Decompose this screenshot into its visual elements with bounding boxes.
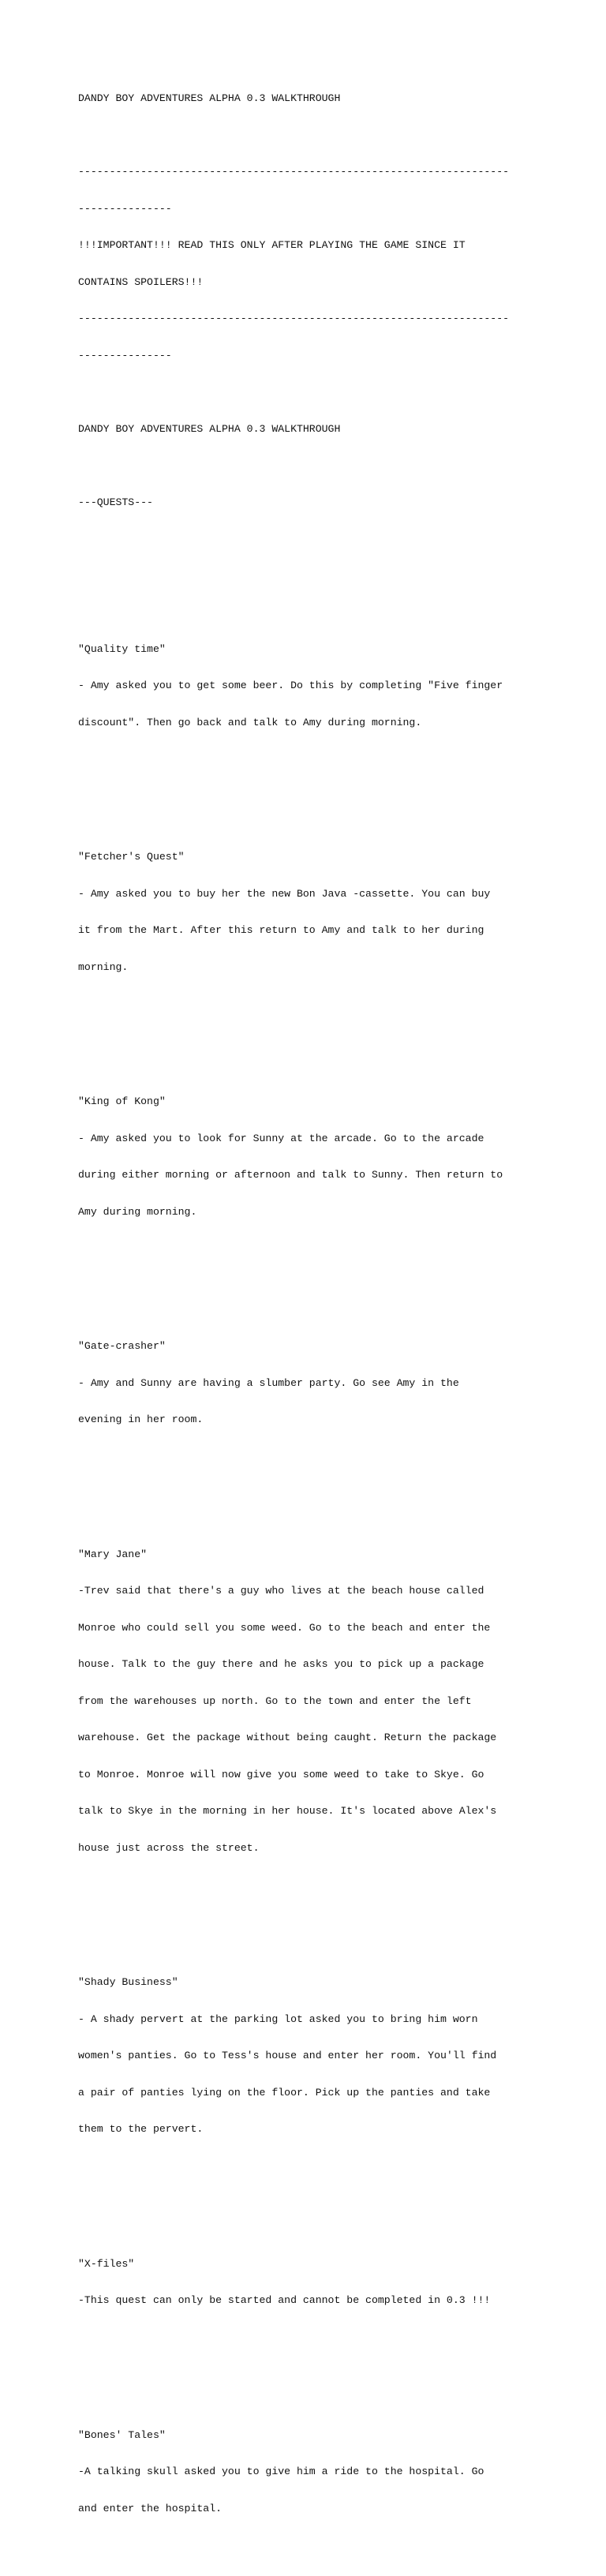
quest-entry — [78, 619, 544, 754]
quest-text-line: evening in her room. — [78, 1413, 204, 1425]
quest-name: "King of Kong" — [78, 1095, 166, 1107]
spoiler-warning: !!!IMPORTANT!!! READ THIS ONLY AFTER PLAYING THE GAME SINCE IT — [78, 239, 466, 251]
quest-entry — [78, 1524, 544, 1879]
quest-text-line: from the warehouses up north. Go to the town and enter the left — [78, 1694, 472, 1707]
quest-name: "Mary Jane" — [78, 1548, 148, 1560]
document-title: DANDY BOY ADVENTURES ALPHA 0.3 WALKTHROUGH — [78, 92, 341, 104]
quest-text-line: Monroe who could sell you some weed. Go to the beach and enter the — [78, 1621, 491, 1634]
quest-entry — [78, 2405, 544, 2540]
quest-text-line: a pair of panties lying on the floor. Pick up the panties and take — [78, 2086, 491, 2099]
quest-text-line: - Amy and Sunny are having a slumber party. Go see Amy in the — [78, 1376, 459, 1389]
blank-line — [78, 777, 544, 790]
blank-line — [78, 1267, 544, 1279]
quest-text-line: Amy during morning. — [78, 1205, 197, 1218]
quest-text-line: it from the Mart. After this return to Amy and talk to her during — [78, 924, 484, 936]
quests-heading: ---QUESTS--- — [78, 496, 153, 508]
blank-line — [78, 386, 544, 399]
quest-text-line: women's panties. Go to Tess's house and enter her room. You'll find — [78, 2050, 497, 2061]
quest-text-line: them to the pervert. — [78, 2123, 204, 2135]
quest-text-line: warehouse. Get the package without being caught. Return the package — [78, 1732, 497, 1743]
quest-text-line: discount". Then go back and talk to Amy during morning. — [78, 716, 422, 728]
quest-entry — [78, 1071, 544, 1242]
quest-list — [78, 594, 544, 2564]
quest-text-line: during either morning or afternoon and talk to Sunny. Then return to — [78, 1169, 503, 1181]
quest-text-line: house just across the street. — [78, 1841, 260, 1854]
quest-text-line: - Amy asked you to buy her the new Bon Java -cassette. You can buy — [78, 887, 491, 900]
quest-text-line: talk to Skye in the morning in her house. It's located above Alex's — [78, 1805, 497, 1817]
blank-line — [78, 1903, 544, 1915]
quest-text-line: -Trev said that there's a guy who lives at the beach house called — [78, 1585, 484, 1597]
walkthrough-document — [78, 68, 544, 2576]
quest-entry — [78, 826, 544, 998]
quest-name: "X-files" — [78, 2257, 135, 2270]
blank-line — [78, 1475, 544, 1488]
quest-text-line: - Amy asked you to look for Sunny at the arcade. Go to the arcade — [78, 1132, 484, 1144]
quest-text-line: morning. — [78, 960, 129, 973]
blank-line — [78, 533, 544, 557]
separator-rule: --------------------------------------------------------------------- — [78, 166, 510, 178]
quest-name: "Quality time" — [78, 642, 166, 655]
quest-text-line: -This quest can only be started and cannot be completed in 0.3 !!! — [78, 2294, 491, 2306]
quest-text-line: -A talking skull asked you to give him a ride to the hospital. Go — [78, 2466, 484, 2477]
quest-text-line: - Amy asked you to get some beer. Do this by completing "Five finger — [78, 680, 503, 691]
quest-entry — [78, 1952, 544, 2160]
separator-rule-wrap: --------------- — [78, 349, 172, 361]
document-subtitle: DANDY BOY ADVENTURES ALPHA 0.3 WALKTHROUGH — [78, 422, 341, 435]
quest-text-line: - A shady pervert at the parking lot asked you to bring him worn — [78, 2012, 478, 2025]
quest-text-line: and enter the hospital. — [78, 2502, 223, 2514]
quest-text-line: house. Talk to the guy there and he asks you to pick up a package — [78, 1658, 484, 1670]
blank-line — [78, 2356, 544, 2368]
blank-line — [78, 129, 544, 142]
separator-rule-wrap: --------------- — [78, 202, 172, 215]
quest-name: "Bones' Tales" — [78, 2428, 166, 2441]
blank-line — [78, 459, 544, 472]
blank-line — [78, 1022, 544, 1035]
separator-rule: --------------------------------------------------------------------- — [78, 313, 510, 324]
quest-entry — [78, 2233, 544, 2331]
spoiler-warning-wrap: CONTAINS SPOILERS!!! — [78, 275, 204, 288]
quest-entry — [78, 1316, 544, 1451]
quest-name: "Shady Business" — [78, 1976, 178, 1988]
quest-name: "Gate-crasher" — [78, 1340, 166, 1352]
quest-name: "Fetcher's Quest" — [78, 851, 185, 863]
blank-line — [78, 2185, 544, 2197]
quest-text-line: to Monroe. Monroe will now give you some weed to take to Skye. Go — [78, 1768, 484, 1780]
